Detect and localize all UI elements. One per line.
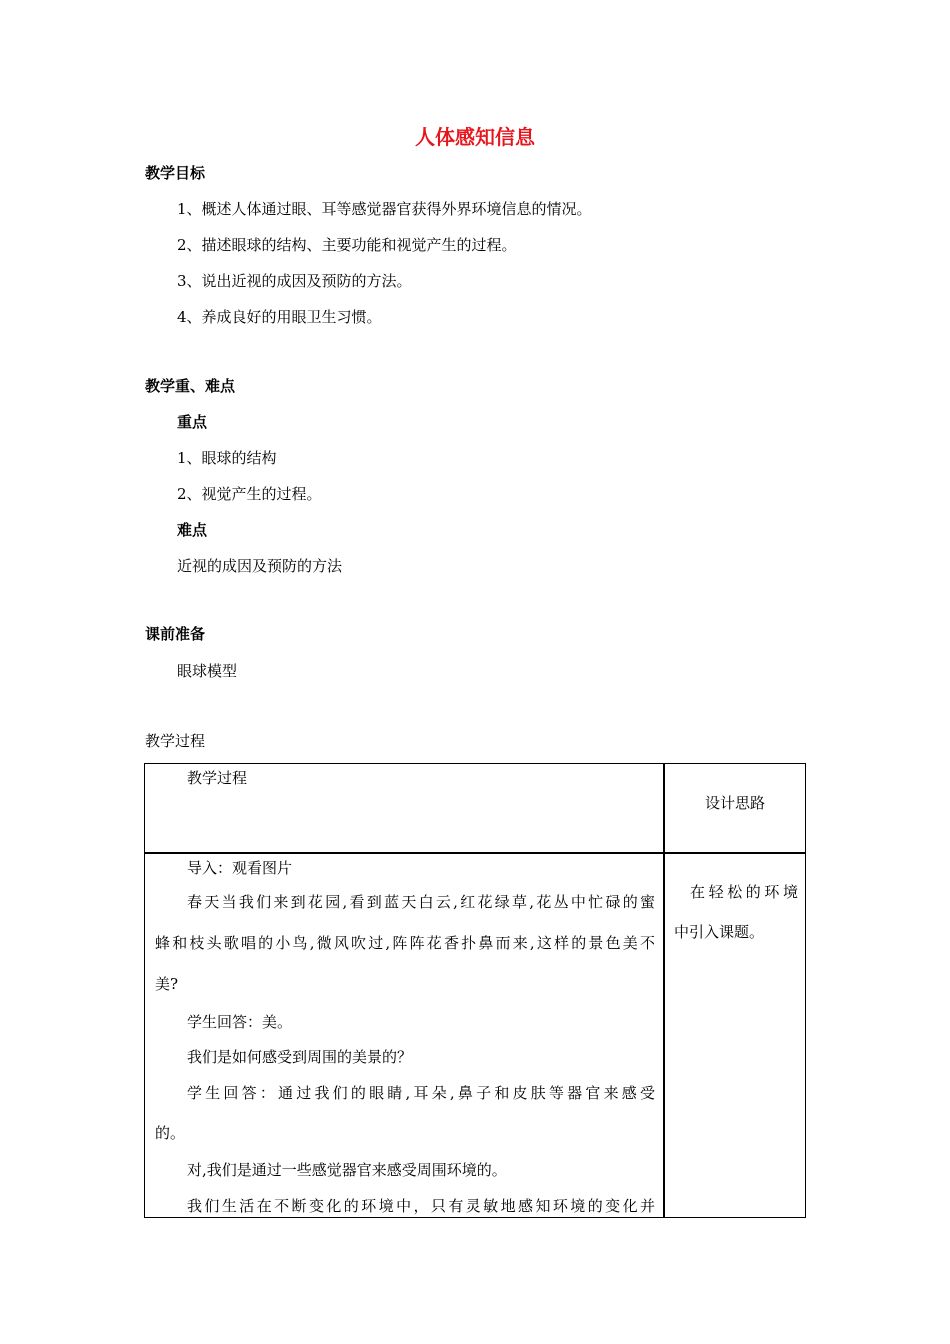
preparation-heading: 课前准备 (145, 625, 206, 643)
objectives-heading: 教学目标 (145, 164, 206, 182)
focus-item: 2、视觉产生的过程。 (177, 485, 322, 503)
table-line: 导入：观看图片 (187, 859, 293, 877)
table-line: 对,我们是通过一些感觉器官来感受周围环境的。 (187, 1161, 507, 1179)
table-line: 我们生活在不断变化的环境中，只有灵敏地感知环境的变化并 (187, 1197, 655, 1215)
design-note-line: 在轻松的环境 (690, 883, 798, 901)
objective-item: 2、描述眼球的结构、主要功能和视觉产生的过程。 (177, 236, 517, 254)
objective-item: 4、养成良好的用眼卫生习惯。 (177, 308, 382, 326)
difficulty-heading: 难点 (177, 521, 208, 539)
table-line: 我们是如何感受到周围的美景的？ (187, 1048, 413, 1066)
teaching-process-table (144, 763, 806, 1218)
key-points-heading: 教学重、难点 (145, 377, 236, 395)
design-note-line: 中引入课题。 (674, 923, 765, 941)
table-line: 美? (155, 975, 179, 993)
page-title: 人体感知信息 (415, 125, 535, 149)
table-line: 学生回答：美。 (187, 1013, 293, 1031)
focus-item: 1、眼球的结构 (177, 449, 277, 467)
preparation-text: 眼球模型 (177, 662, 238, 680)
objective-item: 1、概述人体通过眼、耳等感觉器官获得外界环境信息的情况。 (177, 200, 592, 218)
table-line: 的。 (155, 1124, 186, 1142)
focus-heading: 重点 (177, 413, 208, 431)
objective-item: 3、说出近视的成因及预防的方法。 (177, 272, 412, 290)
table-line: 春天当我们来到花园,看到蓝天白云,红花绿草,花丛中忙碌的蜜 (187, 893, 655, 911)
difficulty-text: 近视的成因及预防的方法 (177, 557, 343, 575)
table-line: 学生回答：通过我们的眼睛,耳朵,鼻子和皮肤等器官来感受 (187, 1084, 655, 1102)
column-divider (663, 764, 665, 1217)
header-divider (145, 852, 805, 854)
process-label: 教学过程 (145, 732, 206, 750)
table-header-design: 设计思路 (704, 794, 765, 812)
table-line: 蜂和枝头歌唱的小鸟,微风吹过,阵阵花香扑鼻而来,这样的景色美不 (155, 934, 655, 952)
table-header-process: 教学过程 (187, 769, 248, 787)
